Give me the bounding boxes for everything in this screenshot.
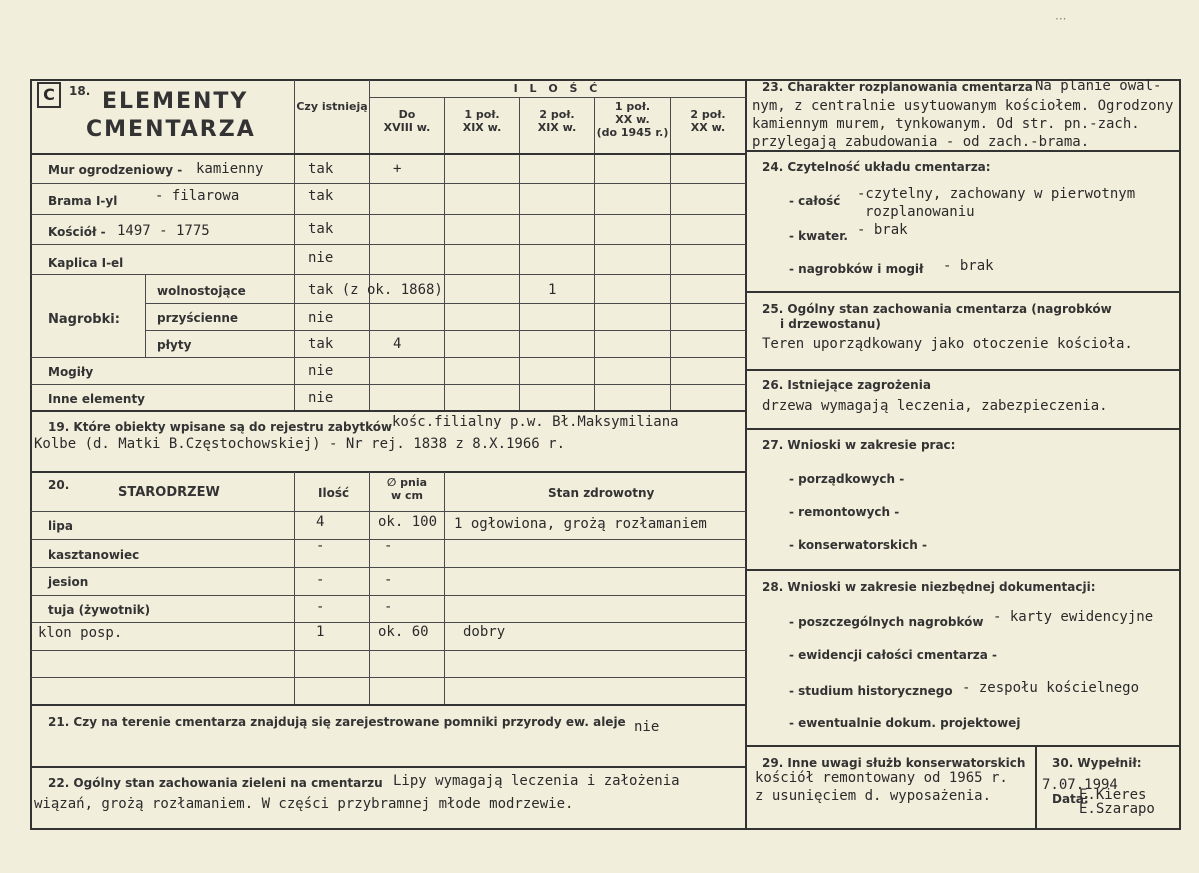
s30-label: 30. Wypełnił:: [1052, 756, 1142, 770]
s26-value: drzewa wymagają leczenia, zabezpieczenia.: [762, 398, 1108, 414]
s19-line2: Kolbe (d. Matki B.Częstochowskiej) - Nr rej. 1838 z 8.X.1966 r.: [34, 436, 566, 452]
s24-whole-label: - całość: [789, 194, 841, 208]
graves-slabs-label: płyty: [157, 338, 192, 352]
tree-row-diam: -: [384, 538, 393, 554]
s28-item: - ewentualnie dokum. projektowej: [789, 716, 1021, 730]
s30-name1: E.Kieres: [1079, 787, 1147, 803]
tree-row-name: lipa: [48, 519, 73, 533]
other-exists: nie: [308, 390, 334, 406]
s21-label: 21. Czy na terenie cmentarza znajdują się zarejestrowane pomniki przyrody ew. aleje: [48, 715, 626, 729]
row-wall-detail: kamienny: [196, 161, 264, 177]
s28-value: - zespołu kościelnego: [962, 680, 1140, 696]
mounds-exists: nie: [308, 363, 334, 379]
s23-line3: kamiennym murem, tynkowanym. Od str. pn.-zach.: [752, 116, 1140, 132]
s21-value: nie: [634, 719, 660, 735]
row-gate-label: Brama I-yl: [48, 194, 118, 208]
header-col1: Do XVIII w.: [383, 108, 431, 134]
s20-title: STARODRZEW: [118, 485, 220, 500]
row-church-detail: 1497 - 1775: [117, 223, 210, 239]
s23-line1: Na planie owal-: [1035, 78, 1162, 94]
s20-diameter-header: ∅ pnia w cm: [386, 476, 428, 502]
graves-wall-exists: nie: [308, 310, 334, 326]
s22-line1: Lipy wymagają leczenia i założenia: [393, 773, 680, 789]
tree-row-name: klon posp.: [38, 625, 123, 641]
s23-line2: nym, z centralnie usytuowanym kościołem. Ogrodzony: [752, 98, 1174, 114]
s24-label: 24. Czytelność układu cmentarza:: [762, 160, 991, 174]
corner-stamp-mark: ···: [1055, 12, 1067, 26]
header-col4: 1 poł. XX w. (do 1945 r.): [596, 100, 669, 139]
s24-whole-value-2: rozplanowaniu: [865, 204, 975, 220]
graves-freestanding-label: wolnostojące: [157, 284, 246, 298]
tree-row-diam: ok. 60: [378, 624, 429, 640]
header-col2: 1 poł. XIX w.: [462, 108, 502, 134]
s20-health-header: Stan zdrowotny: [548, 486, 655, 500]
section-title-line1: ELEMENTY: [102, 89, 249, 114]
section-title-line2: CMENTARZA: [86, 117, 256, 142]
tree-row-name: tuja (żywotnik): [48, 603, 151, 617]
s27-item: - konserwatorskich -: [789, 538, 927, 552]
header-exists: Czy istnieją: [296, 100, 368, 113]
row-gate-exists: tak: [308, 188, 334, 204]
row-church-label: Kościół -: [48, 225, 106, 239]
tree-row-health: dobry: [463, 624, 506, 640]
graves-freestanding-exists: tak (z ok. 1868): [308, 282, 443, 298]
graves-freestanding-q3: 1: [548, 282, 557, 298]
s25-value: Teren uporządkowany jako otoczenie kościoła.: [762, 336, 1133, 352]
s29-line1: kościół remontowany od 1965 r.: [755, 770, 1008, 786]
s26-label: 26. Istniejące zagrożenia: [762, 378, 931, 392]
header-col3: 2 poł. XIX w.: [537, 108, 577, 134]
tree-row-qty: 1: [316, 624, 325, 640]
row-chapel-exists: nie: [308, 250, 334, 266]
section-box-letter: C: [37, 82, 61, 108]
s29-line2: z usunięciem d. wyposażenia.: [755, 788, 992, 804]
graves-slabs-q1: 4: [393, 336, 402, 352]
s24-graves-value: - brak: [943, 258, 994, 274]
tree-row-name: kasztanowiec: [48, 548, 140, 562]
graves-wall-label: przyścienne: [157, 311, 239, 325]
tree-row-health: 1 ogłowiona, grożą rozłamaniem: [454, 516, 707, 532]
s24-graves-label: - nagrobków i mogił: [789, 262, 924, 276]
s30-name2: E.Szarapo: [1079, 801, 1155, 817]
tree-row-diam: ok. 100: [378, 514, 438, 530]
tree-row-qty: -: [316, 538, 325, 554]
s23-label: 23. Charakter rozplanowania cmentarza: [762, 80, 1033, 94]
s24-quarters-value: - brak: [857, 222, 908, 238]
row-chapel-label: Kaplica I-el: [48, 256, 124, 270]
graves-slabs-exists: tak: [308, 336, 334, 352]
s23-line4: przylegają zabudowania - od zach.-brama.: [752, 134, 1090, 150]
s20-number: 20.: [48, 478, 70, 492]
s30-date-label: Data:: [1052, 792, 1089, 806]
row-wall-label: Mur ogrodzeniowy -: [48, 163, 183, 177]
s19-line1: kośc.filialny p.w. Bł.Maksymiliana: [392, 414, 679, 430]
tree-row-diam: -: [384, 572, 393, 588]
s19-label: 19. Które obiekty wpisane są do rejestru zabytków: [48, 420, 393, 434]
tree-row-diam: -: [384, 599, 393, 615]
s22-label: 22. Ogólny stan zachowania zieleni na cmentarzu: [48, 776, 383, 790]
tree-row-qty: -: [316, 572, 325, 588]
s28-item: - studium historycznego: [789, 684, 953, 698]
s24-whole-value: -czytelny, zachowany w pierwotnym: [857, 186, 1136, 202]
s28-item: - poszczególnych nagrobków: [789, 615, 984, 629]
s27-item: - remontowych -: [789, 505, 900, 519]
s22-line2: wiązań, grożą rozłamaniem. W części przybramnej młode modrzewie.: [34, 796, 574, 812]
s30-date: 7.07.1994: [1042, 777, 1118, 793]
s25-label-2: i drzewostanu): [780, 317, 881, 331]
row-wall-exists: tak: [308, 161, 334, 177]
s28-item: - ewidencji całości cmentarza -: [789, 648, 998, 662]
s28-label: 28. Wnioski w zakresie niezbędnej dokumentacji:: [762, 580, 1096, 594]
s20-qty-header: Ilość: [318, 486, 350, 500]
s25-label: 25. Ogólny stan zachowania cmentarza (nagrobków: [762, 302, 1112, 316]
row-church-exists: tak: [308, 221, 334, 237]
section-number: 18.: [69, 84, 91, 98]
graves-label: Nagrobki:: [48, 312, 120, 327]
mounds-label: Mogiły: [48, 365, 94, 379]
s29-label: 29. Inne uwagi służb konserwatorskich: [762, 756, 1026, 770]
s27-label: 27. Wnioski w zakresie prac:: [762, 438, 956, 452]
s27-item: - porządkowych -: [789, 472, 905, 486]
tree-row-name: jesion: [48, 575, 89, 589]
row-wall-q1: +: [393, 161, 402, 177]
tree-row-qty: 4: [316, 514, 325, 530]
s24-quarters-label: - kwater.: [789, 229, 848, 243]
header-col5: 2 poł. XX w.: [690, 108, 726, 134]
header-quantity: I L O Ś Ć: [513, 82, 602, 95]
other-label: Inne elementy: [48, 392, 146, 406]
row-gate-detail: - filarowa: [155, 188, 240, 204]
s28-value: - karty ewidencyjne: [993, 609, 1154, 625]
tree-row-qty: -: [316, 599, 325, 615]
